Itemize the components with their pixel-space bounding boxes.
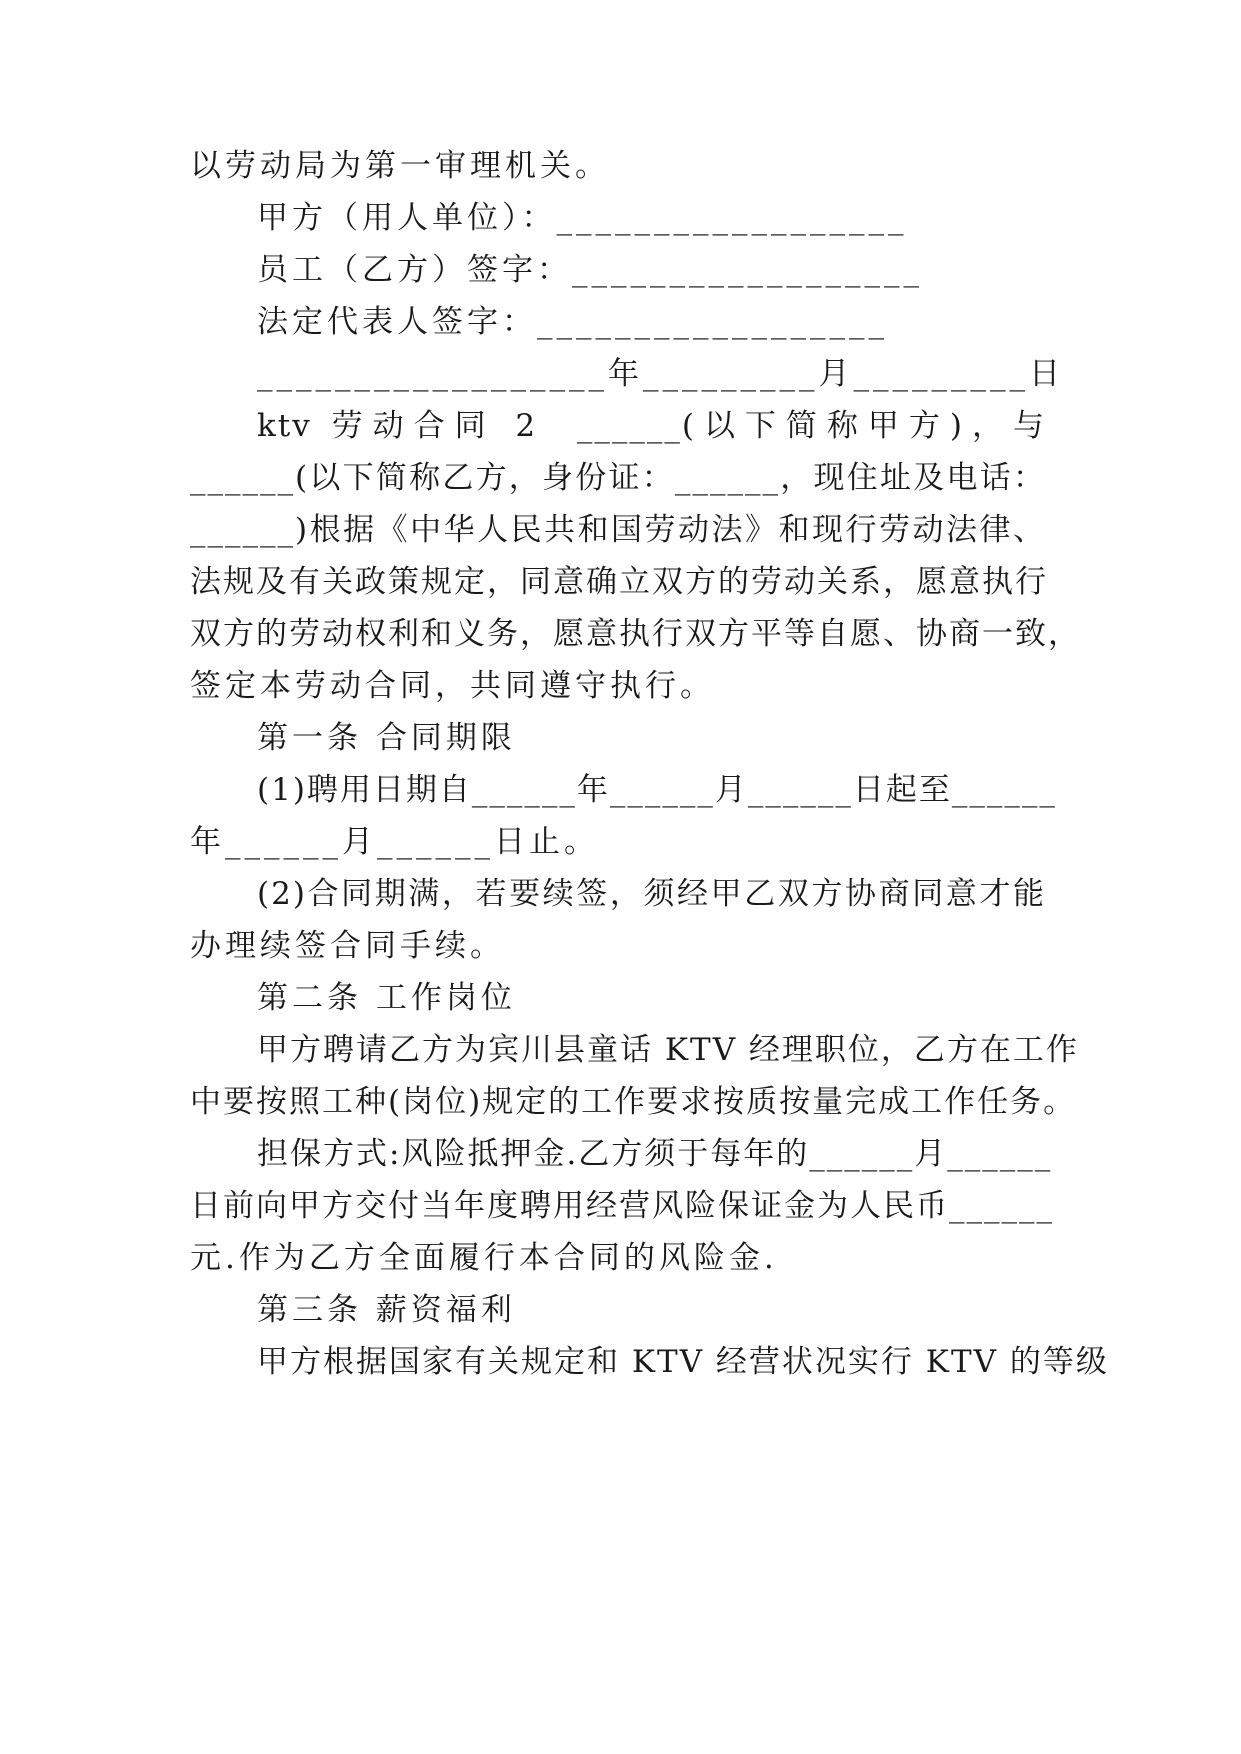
contract-title-line: ktv 劳动合同 2 ______(以下简称甲方)，与 bbox=[257, 408, 1046, 444]
text-line: 年______月______日止。 bbox=[190, 824, 599, 860]
party-b-signature-line: 员工（乙方）签字：__________________ bbox=[257, 252, 923, 288]
text-line: 担保方式:风险抵押金.乙方须于每年的______月______ bbox=[257, 1136, 1053, 1172]
text-line: ______(以下简称乙方，身份证：______，现住址及电话： bbox=[190, 460, 1046, 496]
legal-representative-signature-line: 法定代表人签字：__________________ bbox=[257, 304, 888, 340]
text-line: 日前向甲方交付当年度聘用经营风险保证金为人民币______ bbox=[190, 1188, 1054, 1224]
text-line: 签定本劳动合同，共同遵守执行。 bbox=[190, 668, 715, 704]
article-heading: 第三条 薪资福利 bbox=[257, 1292, 516, 1328]
text-line: 甲方聘请乙方为宾川县童话 KTV 经理职位，乙方在工作 bbox=[257, 1032, 1079, 1068]
text-line: (2)合同期满，若要续签，须经甲乙双方协商同意才能 bbox=[257, 876, 1046, 912]
text-line: 以劳动局为第一审理机关。 bbox=[190, 148, 610, 184]
text-line: 办理续签合同手续。 bbox=[190, 928, 505, 964]
text-line: 甲方根据国家有关规定和 KTV 经营状况实行 KTV 的等级 bbox=[257, 1344, 1109, 1380]
text-line: 中要按照工种(岗位)规定的工作要求按质按量完成工作任务。 bbox=[190, 1084, 1077, 1120]
text-line: ______)根据《中华人民共和国劳动法》和现行劳动法律、 bbox=[190, 512, 1046, 548]
text-line: 法规及有关政策规定，同意确立双方的劳动关系，愿意执行 bbox=[190, 564, 1048, 600]
article-heading: 第一条 合同期限 bbox=[257, 720, 516, 756]
date-line: __________________年_________月_________日 bbox=[257, 356, 1064, 392]
text-line: 元.作为乙方全面履行本合同的风险金. bbox=[190, 1240, 778, 1276]
text-line: (1)聘用日期自______年______月______日起至______ bbox=[257, 772, 1057, 808]
party-a-signature-line: 甲方（用人单位）：__________________ bbox=[257, 200, 908, 236]
text-line: 双方的劳动权利和义务，愿意执行双方平等自愿、协商一致， bbox=[190, 616, 1081, 652]
article-heading: 第二条 工作岗位 bbox=[257, 980, 516, 1016]
